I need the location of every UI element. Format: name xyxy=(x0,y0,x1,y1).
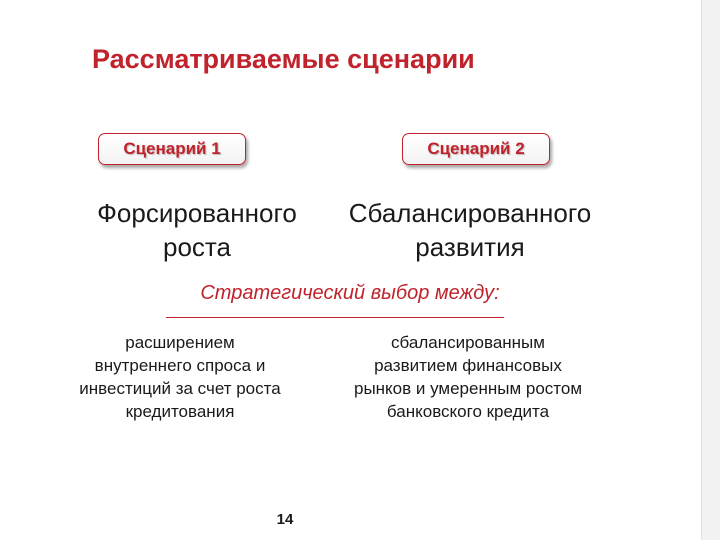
option-2-line: сбалансированным xyxy=(391,333,545,352)
option-1-text xyxy=(45,331,315,423)
option-1-line: расширением xyxy=(125,333,235,352)
scenario-1-name-line: роста xyxy=(163,232,231,262)
scrollbar-track[interactable] xyxy=(701,0,720,540)
strategic-choice-heading: Стратегический выбор между: xyxy=(200,282,500,304)
page-number: 14 xyxy=(276,511,294,528)
option-2-line: развитием финансовых xyxy=(374,356,562,375)
slide-title: Рассматриваемые сценарии xyxy=(92,44,475,74)
option-1-line: внутреннего спроса и xyxy=(94,356,266,375)
option-2-line: рынков и умеренным ростом xyxy=(353,379,583,398)
option-1-line: кредитования xyxy=(125,402,235,421)
scenario-2-name xyxy=(330,196,610,264)
scenario-2-name-line: Сбалансированного xyxy=(348,198,592,228)
scenario-1-name xyxy=(62,196,332,264)
option-2-text xyxy=(318,331,618,423)
option-1-line: инвестиций за счет роста xyxy=(79,379,281,398)
scenario-1-button[interactable]: Сценарий 1 xyxy=(98,133,246,165)
scenario-2-name-line: развития xyxy=(415,232,525,262)
scenario-1-name-line: Форсированного xyxy=(97,198,297,228)
heading-divider xyxy=(166,317,504,318)
option-2-line: банковского кредита xyxy=(386,402,550,421)
scenario-2-button[interactable]: Сценарий 2 xyxy=(402,133,550,165)
